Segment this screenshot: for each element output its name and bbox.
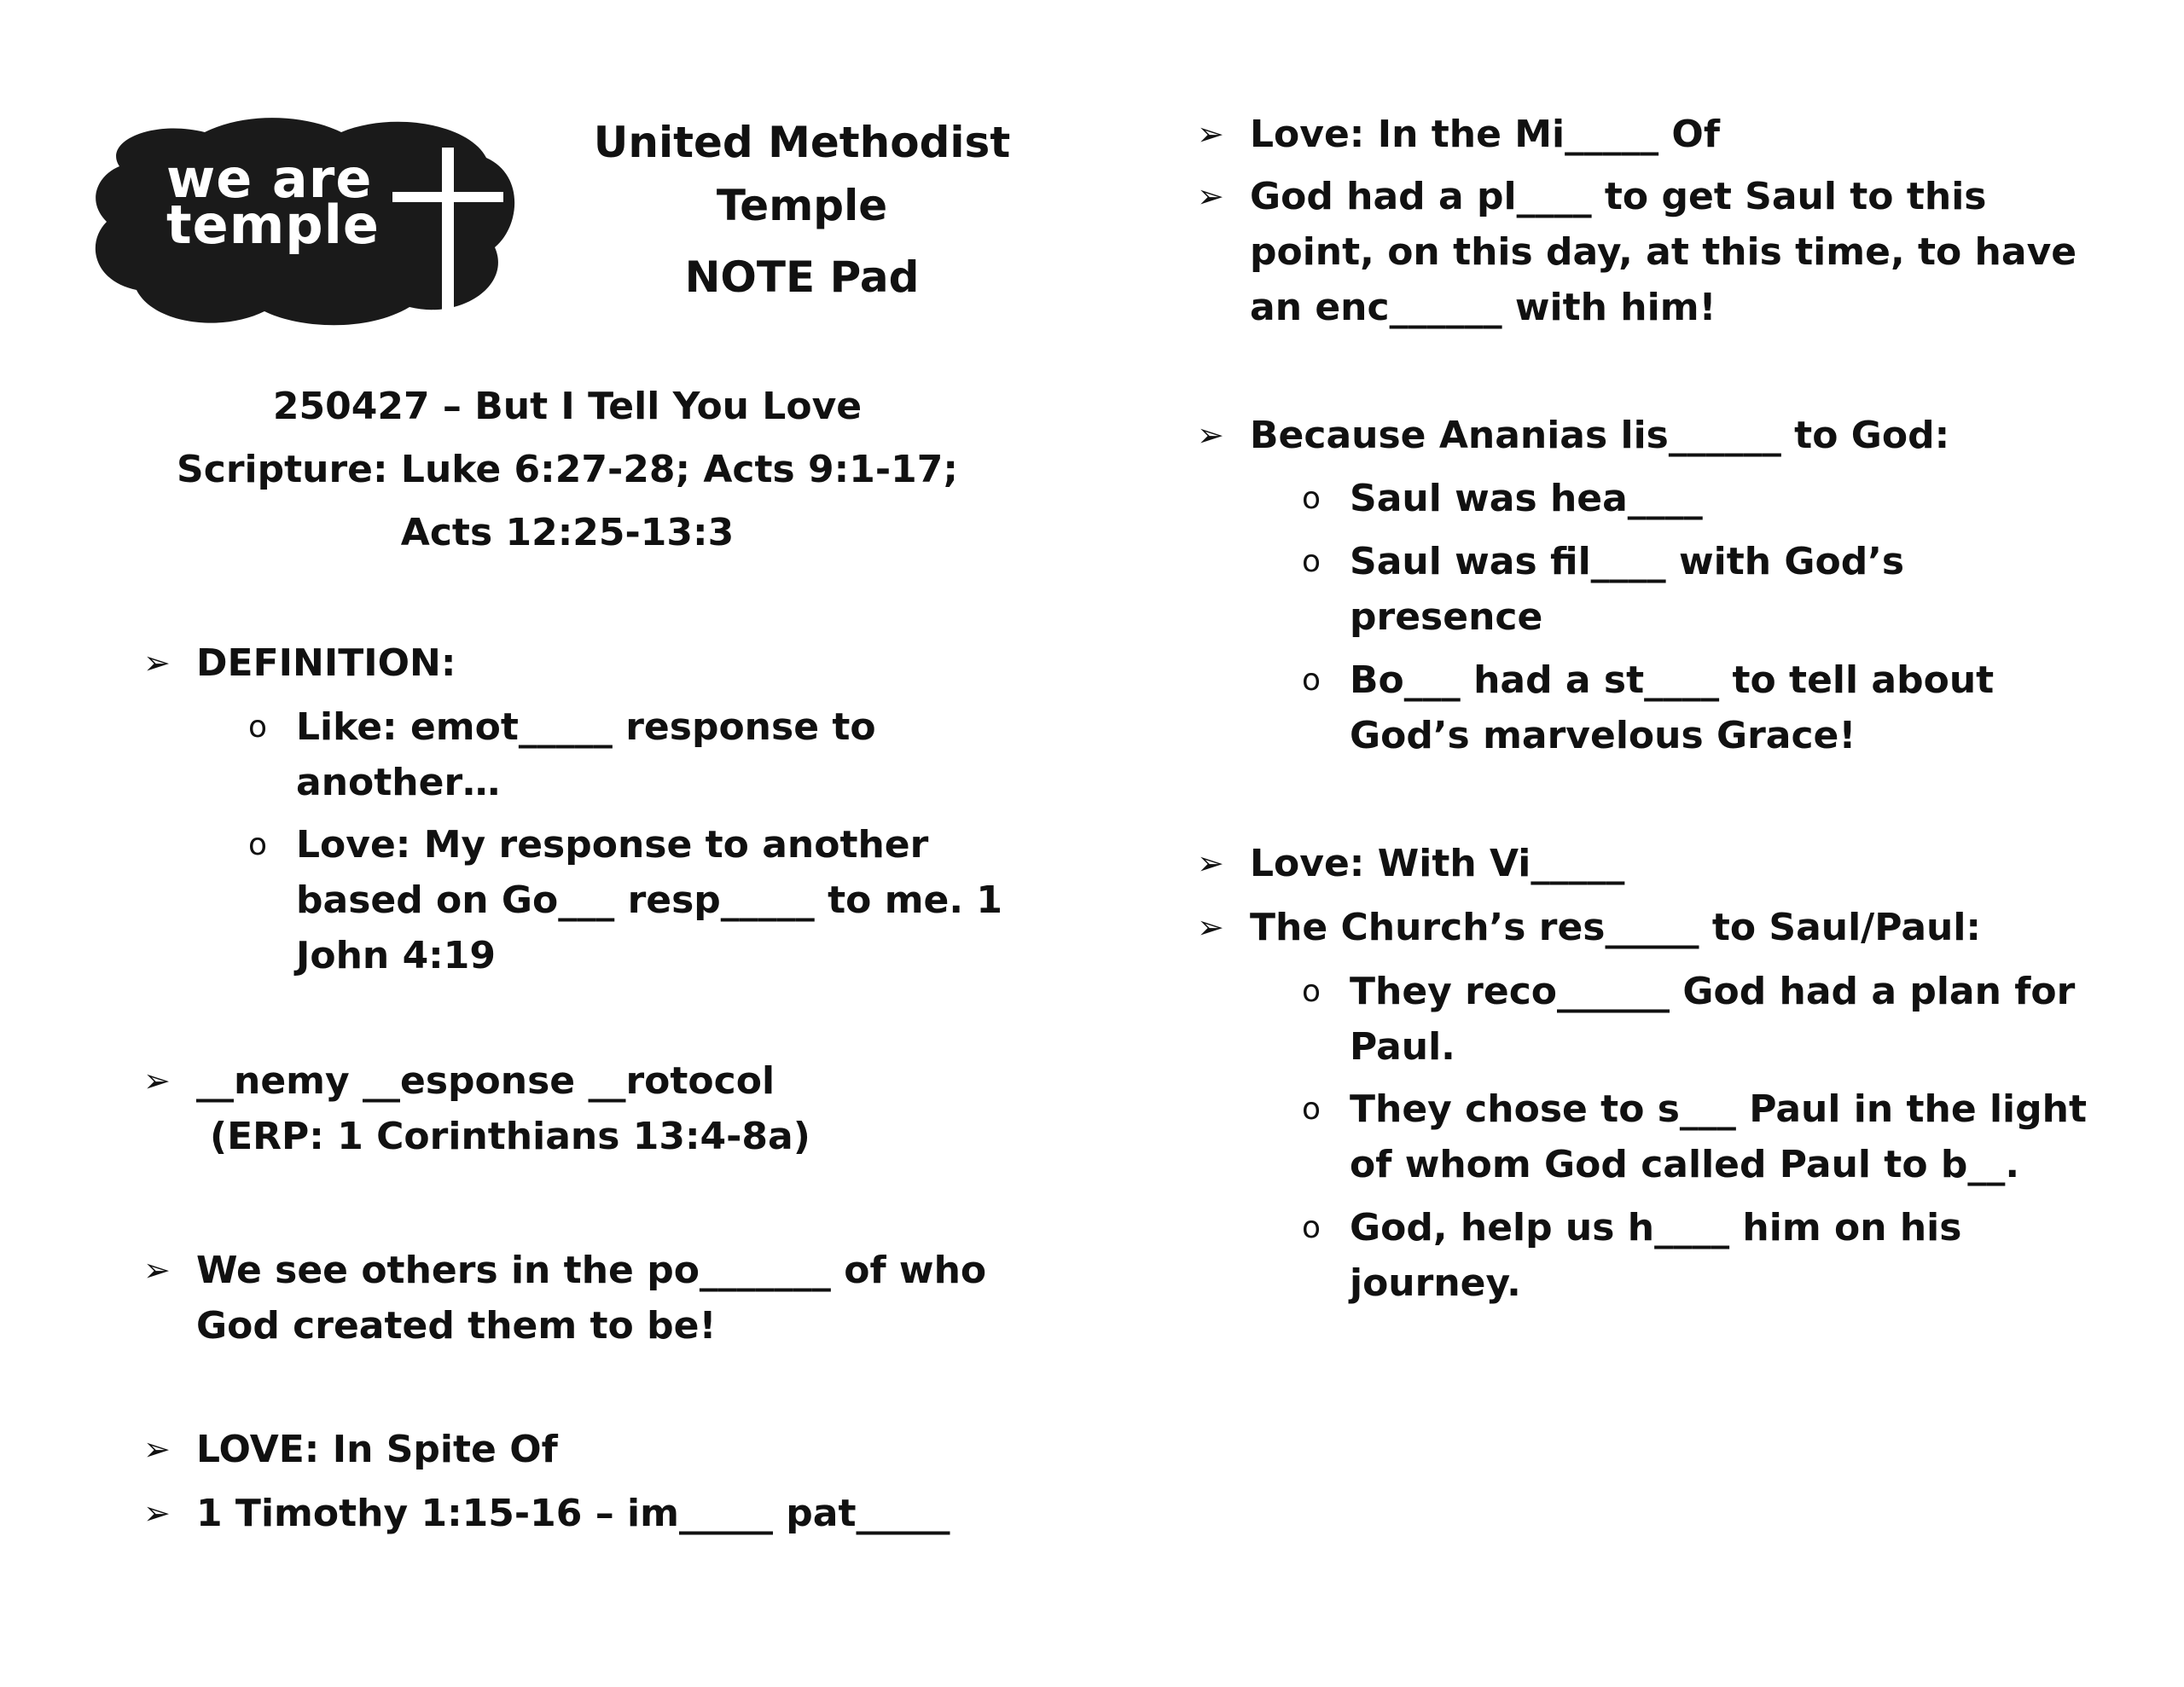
header-line-3: NOTE Pad (684, 252, 920, 302)
chose-line-2: of whom God called Paul to b__. (1350, 1143, 2020, 1186)
plan-line-3: an enc______ with him! (1250, 286, 1716, 329)
header-title (546, 111, 1058, 309)
arrow-bullet-icon: ➢ (143, 1251, 171, 1289)
list-item-definition (143, 635, 456, 691)
sub-item-recognized (1302, 964, 2076, 1075)
love-line-3: John 4:19 (296, 934, 497, 977)
timothy-label: 1 Timothy 1:15-16 – im_____ pat_____ (196, 1492, 950, 1535)
filled-line-1: Saul was fil____ with God’s (1350, 540, 1905, 583)
sub-item-like (248, 699, 876, 810)
scripture-line-1: Scripture: Luke 6:27-28; Acts 9:1-17; (177, 448, 958, 491)
erp-line-2: (ERP: 1 Corinthians 13:4-8a) (210, 1115, 810, 1158)
plan-line-1: God had a pl____ to get Saul to this (1250, 175, 1987, 218)
list-item-vision (1197, 836, 1625, 891)
logo-line-2: temple (166, 194, 380, 256)
arrow-bullet-icon: ➢ (1197, 844, 1224, 882)
circle-bullet-icon: o (248, 710, 268, 745)
we-are-temple-logo (85, 107, 529, 337)
sub-item-chose (1302, 1081, 2087, 1192)
like-line-1: Like: emot_____ response to (296, 705, 876, 749)
list-item-midst (1197, 107, 1720, 162)
vision-label: Love: With Vi_____ (1250, 842, 1625, 885)
logo-text (166, 148, 380, 256)
circle-bullet-icon: o (1302, 544, 1321, 579)
arrow-bullet-icon: ➢ (143, 1494, 171, 1532)
list-item-timothy (143, 1486, 950, 1541)
list-item-ananias (1197, 408, 1950, 463)
arrow-bullet-icon: ➢ (1197, 908, 1224, 946)
header-line-1: United Methodist (593, 118, 1011, 167)
list-item-erp (143, 1053, 810, 1164)
help-line-2: journey. (1350, 1261, 1521, 1305)
list-item-church (1197, 900, 1982, 955)
story-line-2: God’s marvelous Grace! (1350, 714, 1856, 757)
header-line-2: Temple (716, 181, 888, 230)
chose-line-1: They chose to s___ Paul in the light (1350, 1087, 2087, 1131)
plan-line-2: point, on this day, at this time, to have (1250, 230, 2077, 274)
love-line-1: Love: My response to another (296, 823, 929, 867)
circle-bullet-icon: o (1302, 663, 1321, 698)
circle-bullet-icon: o (1302, 1210, 1321, 1245)
sub-item-healed (1302, 471, 1703, 526)
sermon-title: 250427 – But I Tell You Love (272, 385, 863, 428)
definition-label: DEFINITION: (196, 641, 456, 685)
sub-item-story (1302, 652, 1995, 763)
midst-label: Love: In the Mi_____ Of (1250, 113, 1720, 156)
sub-item-filled (1302, 534, 1905, 645)
list-item-spite (143, 1422, 558, 1477)
list-item-plan (1197, 169, 2077, 335)
circle-bullet-icon: o (1302, 1092, 1321, 1127)
see-line-2: God created them to be! (196, 1304, 717, 1348)
help-line-1: God, help us h____ him on his (1350, 1206, 1962, 1249)
erp-line-1: __nemy __esponse __rotocol (196, 1059, 775, 1103)
arrow-bullet-icon: ➢ (1197, 115, 1224, 153)
scripture-line-2: Acts 12:25-13:3 (400, 511, 735, 554)
story-line-1: Bo___ had a st____ to tell about (1350, 658, 1995, 702)
arrow-bullet-icon: ➢ (143, 644, 171, 681)
like-line-2: another… (296, 761, 501, 804)
circle-bullet-icon: o (1302, 481, 1321, 516)
arrow-bullet-icon: ➢ (1197, 416, 1224, 454)
arrow-bullet-icon: ➢ (1197, 177, 1224, 215)
list-item-see-others (143, 1243, 987, 1354)
church-label: The Church’s res_____ to Saul/Paul: (1250, 906, 1982, 949)
spite-label: LOVE: In Spite Of (196, 1428, 558, 1471)
arrow-bullet-icon: ➢ (143, 1062, 171, 1099)
see-line-1: We see others in the po_______ of who (196, 1249, 987, 1292)
sermon-info (128, 375, 1007, 565)
arrow-bullet-icon: ➢ (143, 1430, 171, 1468)
sub-item-help (1302, 1200, 1962, 1311)
reco-line-1: They reco______ God had a plan for (1350, 970, 2076, 1013)
reco-line-2: Paul. (1350, 1025, 1455, 1069)
filled-line-2: presence (1350, 595, 1543, 639)
logo-line-1: we are (166, 148, 373, 210)
ananias-label: Because Ananias lis______ to God: (1250, 414, 1950, 457)
circle-bullet-icon: o (1302, 974, 1321, 1009)
love-line-2: based on Go___ resp_____ to me. 1 (296, 878, 1003, 922)
circle-bullet-icon: o (248, 827, 268, 862)
healed-label: Saul was hea____ (1350, 477, 1703, 520)
sub-item-love (248, 817, 1003, 983)
